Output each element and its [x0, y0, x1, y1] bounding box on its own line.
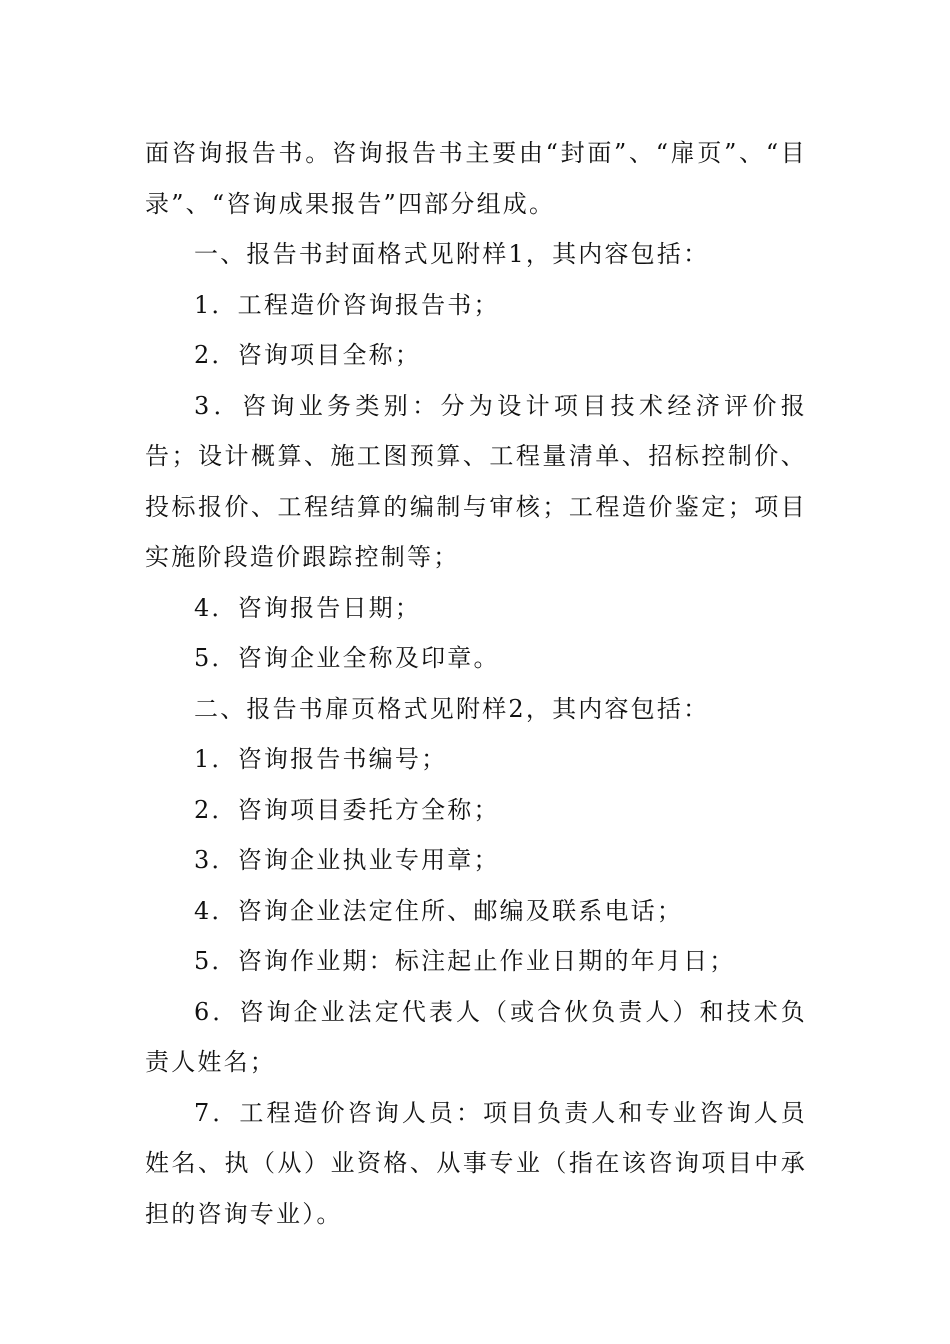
list-item: 7．工程造价咨询人员：项目负责人和专业咨询人员姓名、执（从）业资格、从事专业（指在该咨询项目中承担的咨询专业）。 [145, 1098, 807, 1228]
paragraph-intro: 面咨询报告书。咨询报告书主要由“封面”、“扉页”、“目录”、“咨询成果报告”四部分组成。 [145, 139, 807, 218]
list-item: 1．咨询报告书编号； [194, 745, 448, 773]
list-item: 1．工程造价咨询报告书； [194, 290, 500, 319]
section-heading-cover: 一、报告书封面格式见附样1，其内容包括： [194, 240, 710, 268]
list-item: 2．咨询项目全称； [194, 341, 422, 369]
list-item: 5．咨询企业全称及印章。 [194, 644, 500, 672]
list-item: 3．咨询企业执业专用章； [194, 846, 500, 874]
section-heading-title-page: 二、报告书扉页格式见附样2，其内容包括： [194, 694, 710, 723]
list-item: 6．咨询企业法定代表人（或合伙负责人）和技术负责人姓名； [145, 997, 807, 1076]
list-item: 4．咨询报告日期； [194, 593, 422, 622]
list-item: 4．咨询企业法定住所、邮编及联系电话； [194, 896, 684, 925]
list-item: 5．咨询作业期：标注起止作业日期的年月日； [194, 947, 736, 975]
list-item: 3．咨询业务类别：分为设计项目技术经济评价报告；设计概算、施工图预算、工程量清单、招标控制价、投标报价、工程结算的编制与审核；工程造价鉴定；项目实施阶段造价跟踪控制等； [145, 391, 807, 571]
list-item: 2．咨询项目委托方全称； [194, 795, 500, 824]
document-body [145, 128, 807, 1239]
